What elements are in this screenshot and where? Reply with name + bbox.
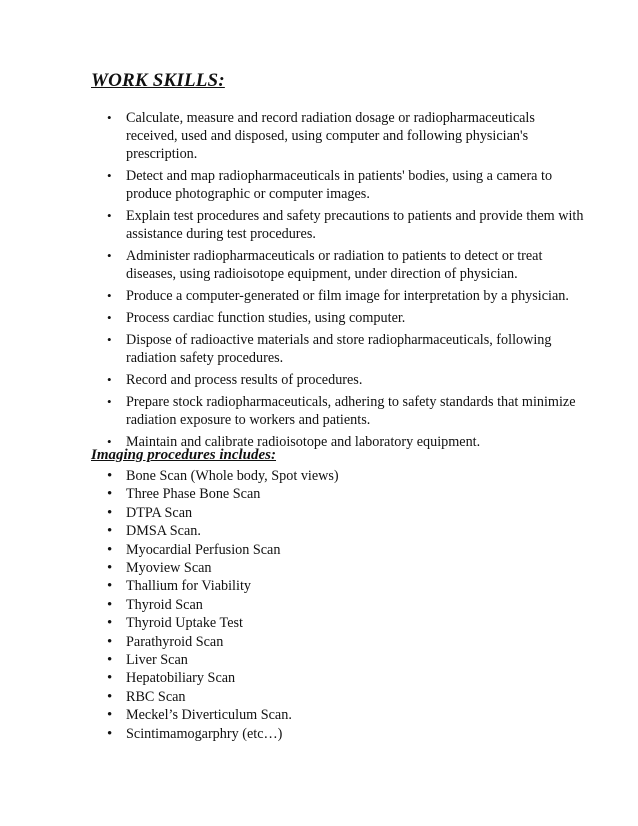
imaging-procedures-heading: Imaging procedures includes: [91, 447, 277, 463]
list-item [107, 309, 587, 327]
list-item [107, 467, 507, 485]
bullet-icon: • [107, 310, 112, 325]
bullet-icon: • [107, 707, 113, 724]
list-item [107, 577, 507, 595]
list-item [107, 596, 507, 614]
bullet-icon: • [107, 560, 113, 577]
list-item-text: Prepare stock radiopharmaceuticals, adhering to safety standards that minimize radiation exposure to workers and patients. [126, 394, 576, 428]
bullet-icon: • [107, 468, 113, 484]
list-item-text: Calculate, measure and record radiation dosage or radiopharmaceuticals received, used and disposed, using computer and following physician's prescription. [126, 110, 535, 162]
list-item [107, 504, 507, 522]
bullet-icon: • [107, 486, 113, 503]
list-item-text: Explain test procedures and safety precautions to patients and provide them with assistance during test procedures. [126, 208, 584, 242]
list-item-text: DTPA Scan [126, 504, 193, 521]
list-item [107, 485, 507, 503]
list-item-text: Record and process results of procedures. [126, 372, 363, 388]
list-item-text: Maintain and calibrate radioisotope and laboratory equipment. [126, 434, 481, 450]
list-item-text: Myocardial Perfusion Scan [126, 541, 281, 558]
list-item-text: Hepatobiliary Scan [126, 670, 236, 687]
list-item-text: Scintimamogarphry (etc…) [126, 725, 283, 742]
bullet-icon: • [107, 110, 112, 125]
list-item [107, 287, 587, 305]
list-item [107, 371, 587, 389]
work-skills-heading: WORK SKILLS: [91, 70, 225, 91]
list-item-text: DMSA Scan. [126, 523, 201, 540]
list-item-text: Thyroid Uptake Test [126, 615, 243, 632]
bullet-icon: • [107, 670, 113, 687]
list-item [107, 688, 507, 706]
list-item-text: Thyroid Scan [126, 596, 203, 613]
work-skills-list [107, 109, 587, 455]
list-item [107, 651, 507, 669]
bullet-icon: • [107, 288, 112, 303]
list-item [107, 331, 587, 367]
imaging-procedures-list [107, 467, 507, 743]
list-item [107, 393, 587, 429]
bullet-icon: • [107, 725, 113, 742]
bullet-icon: • [107, 596, 113, 613]
bullet-icon: • [107, 168, 112, 183]
list-item [107, 669, 507, 687]
list-item-text: Thallium for Viability [126, 578, 251, 595]
list-item-text: Produce a computer-generated or film image for interpretation by a physician. [126, 288, 569, 304]
list-item-text: Parathyroid Scan [126, 633, 224, 650]
list-item [107, 167, 587, 203]
list-item [107, 559, 507, 577]
bullet-icon: • [107, 504, 113, 521]
bullet-icon: • [107, 332, 112, 347]
list-item [107, 706, 507, 724]
list-item [107, 522, 507, 540]
bullet-icon: • [107, 434, 112, 449]
list-item-text: Bone Scan (Whole body, Spot views) [126, 468, 339, 484]
list-item [107, 207, 587, 243]
list-item [107, 725, 507, 743]
list-item [107, 109, 587, 163]
list-item-text: Three Phase Bone Scan [126, 486, 261, 503]
bullet-icon: • [107, 372, 112, 387]
bullet-icon: • [107, 541, 113, 558]
list-item [107, 633, 507, 651]
bullet-icon: • [107, 633, 113, 650]
bullet-icon: • [107, 578, 113, 595]
list-item-text: Administer radiopharmaceuticals or radiation to patients to detect or treat diseases, using radioisotope equipment, under direction of physician. [126, 248, 543, 282]
list-item-text: Liver Scan [126, 652, 188, 669]
list-item [107, 614, 507, 632]
list-item-text: Detect and map radiopharmaceuticals in patients' bodies, using a camera to produce photographic or computer images. [126, 168, 553, 202]
bullet-icon: • [107, 523, 113, 540]
list-item-text: RBC Scan [126, 688, 186, 705]
list-item [107, 247, 587, 283]
list-item-text: Dispose of radioactive materials and store radiopharmaceuticals, following radiation safety procedures. [126, 332, 552, 366]
bullet-icon: • [107, 248, 112, 263]
bullet-icon: • [107, 394, 112, 409]
list-item-text: Myoview Scan [126, 560, 212, 577]
bullet-icon: • [107, 615, 113, 632]
bullet-icon: • [107, 688, 113, 705]
bullet-icon: • [107, 652, 113, 669]
list-item [107, 541, 507, 559]
list-item-text: Meckel’s Diverticulum Scan. [126, 707, 292, 724]
list-item-text: Process cardiac function studies, using computer. [126, 310, 406, 326]
bullet-icon: • [107, 208, 112, 223]
